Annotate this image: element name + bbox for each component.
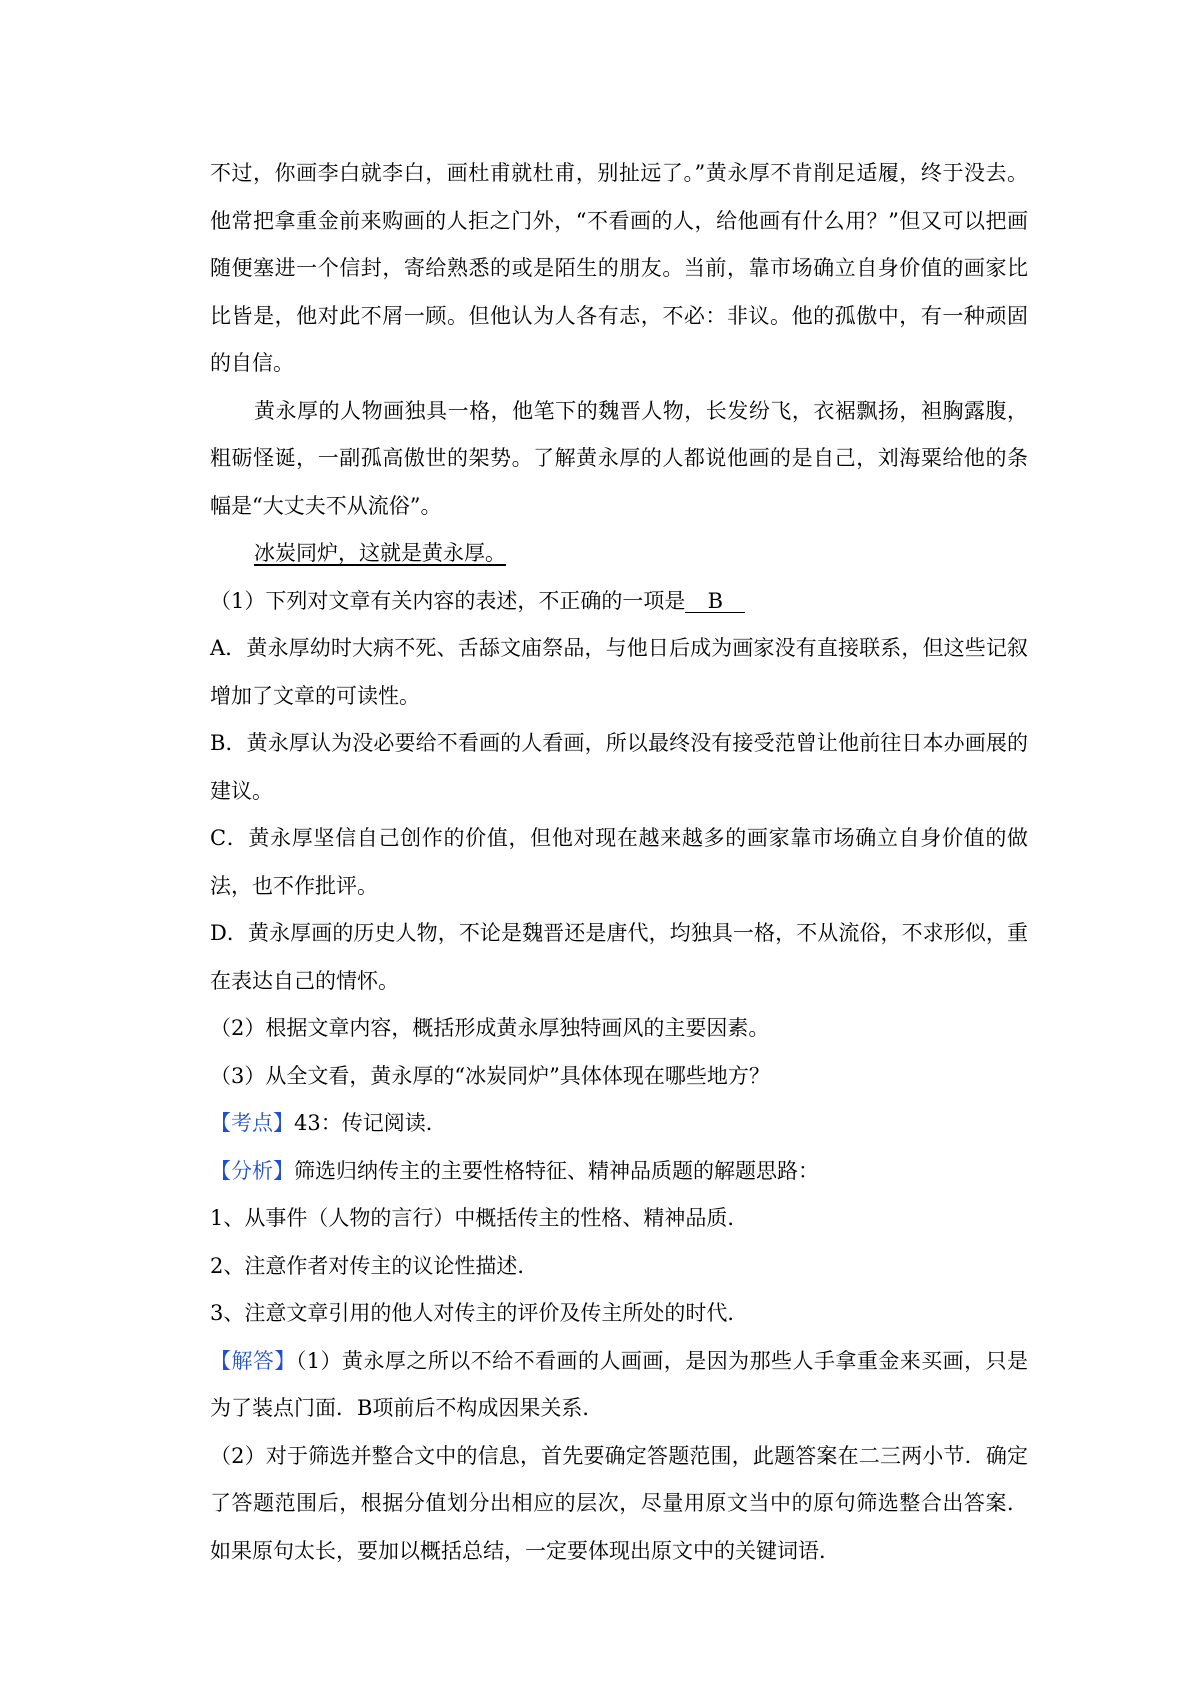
fenxi-text: 筛选归纳传主的主要性格特征、精神品质题的解题思路： (294, 1158, 819, 1183)
kaodian-line (210, 1100, 1028, 1148)
question-1-stem: （1）下列对文章有关内容的表述，不正确的一项是 (210, 588, 686, 613)
fenxi-tag: 【分析】 (210, 1158, 294, 1183)
passage-paragraph-1: 不过，你画李白就李白，画杜甫就杜甫，别扯远了。”黄永厚不肯削足适履，终于没去。他常把拿重金前来购画的人拒之门外，“不看画的人，给他画有什么用？”但又可以把画随便塞进一个信封，寄给熟悉的或是陌生的朋友。当前，靠市场确立自身价值的画家比比皆是，他对此不屑一顾。但他认为人各有志，不必：非议。他的孤傲中，有一种顽固的自信。 (210, 161, 1028, 375)
question-3: （3）从全文看，黄永厚的“冰炭同炉”具体体现在哪些地方？ (210, 1063, 770, 1088)
passage-paragraph-2: 黄永厚的人物画独具一格，他笔下的魏晋人物，长发纷飞，衣裾飘扬，袒胸露腹，粗砺怪诞，一副孤高傲世的架势。了解黄永厚的人都说他画的是自己，刘海粟给他的条幅是“大丈夫不从流俗”。 (210, 398, 1028, 518)
option-a: A．黄永厚幼时大病不死、舌舔文庙祭品，与他日后成为画家没有直接联系，但这些记叙增加了文章的可读性。 (210, 636, 1028, 708)
option-d: D．黄永厚画的历史人物，不论是魏晋还是唐代，均独具一格，不从流俗，不求形似，重在表达自己的情怀。 (210, 921, 1028, 993)
document-body (210, 150, 1028, 1575)
kaodian-tag: 【考点】 (210, 1111, 294, 1135)
kaodian-text: 43：传记阅读． (294, 1111, 447, 1135)
fenxi-item-3: 3、注意文章引用的他人对传主的评价及传主所处的时代． (210, 1301, 749, 1325)
question-1 (210, 578, 1028, 626)
option-b: B．黄永厚认为没必要给不看画的人看画，所以最终没有接受范曾让他前往日本办画展的建议。 (210, 731, 1028, 803)
fenxi-item-1: 1、从事件（人物的言行）中概括传主的性格、精神品质． (210, 1206, 749, 1230)
question-2: （2）根据文章内容，概括形成黄永厚独特画风的主要因素。 (210, 1016, 770, 1040)
fenxi-item-2: 2、注意作者对传主的议论性描述． (210, 1253, 539, 1278)
jieda-line (210, 1338, 1028, 1433)
jieda-answer-2: （2）对于筛选并整合文中的信息，首先要确定答题范围，此题答案在二三两小节．确定了答题范围后，根据分值划分出相应的层次，尽量用原文当中的原句筛选整合出答案．如果原句太长，要加以概括总结，一定要体现出原文中的关键词语． (210, 1443, 1028, 1563)
jieda-tag: 【解答】 (210, 1348, 296, 1373)
jieda-answer-1: （1）黄永厚之所以不给不看画的人画画，是因为那些人手拿重金来买画，只是为了装点门面．B项前后不构成因果关系． (210, 1348, 1029, 1420)
underlined-sentence: 冰炭同炉，这就是黄永厚。 (254, 541, 506, 565)
fenxi-line (210, 1148, 1028, 1196)
option-c: C．黄永厚坚信自己创作的价值，但他对现在越来越多的画家靠市场确立自身价值的做法，也不作批评。 (210, 826, 1028, 898)
passage-paragraph-3 (210, 530, 1028, 578)
answer-blank: B (685, 590, 745, 613)
